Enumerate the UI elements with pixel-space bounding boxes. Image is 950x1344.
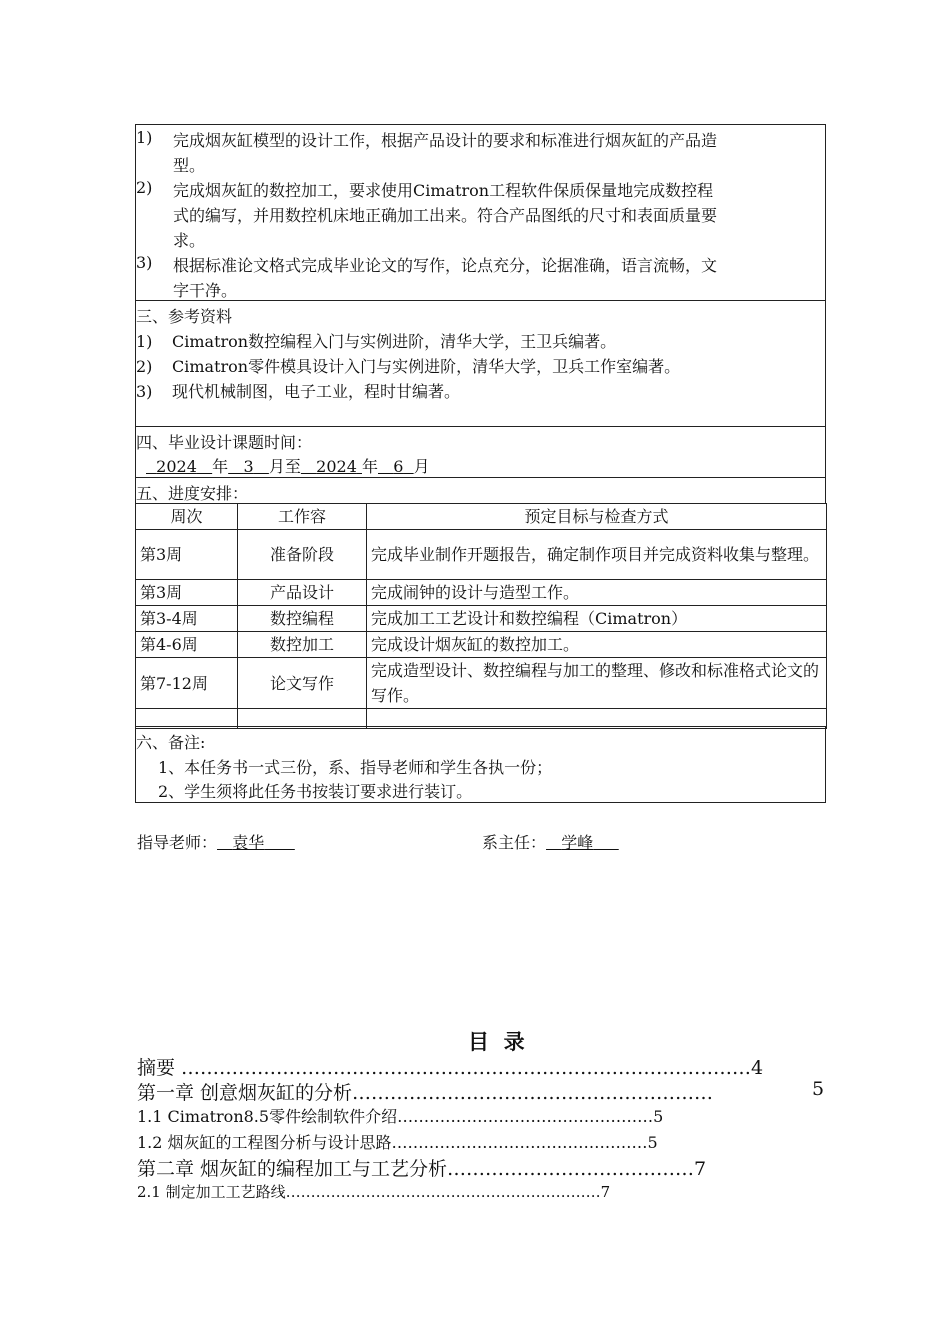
table-row: [136, 632, 827, 658]
schedule-heading-box: [135, 477, 826, 504]
notes-heading: 六、备注:: [136, 733, 206, 752]
toc-title: 目 录: [468, 1029, 525, 1054]
header-work: 工作容: [238, 504, 367, 530]
goal-cell: 完成设计烟灰缸的数控加工。: [367, 632, 827, 658]
requirement-2: 2): [136, 178, 153, 197]
header-goal: 预定目标与检查方式: [367, 504, 827, 530]
references-heading: 三、参考资料: [136, 307, 233, 326]
requirement-3: 3): [136, 253, 153, 272]
requirement-2-line-1: 完成烟灰缸的数控加工，要求使用Cimatron工程软件保质保量地完成数控程: [173, 181, 714, 200]
work-cell: 产品设计: [238, 580, 367, 606]
requirement-3-line-2: 字干净。: [173, 281, 238, 300]
goal-cell: 完成毕业制作开题报告，确定制作项目并完成资料收集与整理。: [367, 530, 827, 580]
note-1: 1、本任务书一式三份，系、指导老师和学生各执一份；: [158, 758, 553, 777]
schedule-table: [135, 503, 827, 729]
goal-cell: 完成加工工艺设计和数控编程（Cimatron）: [367, 606, 827, 632]
toc-entry[interactable]: 第一章 创意烟灰缸的分析…………………………………………………: [137, 1082, 714, 1104]
head-label: 系主任：: [482, 833, 547, 852]
schedule-header-row: [136, 504, 827, 530]
toc-entry[interactable]: 第二章 烟灰缸的编程加工与工艺分析…………………………………7: [137, 1158, 707, 1180]
week-cell: 第7-12周: [136, 658, 238, 709]
time-heading: 四、毕业设计课题时间：: [136, 433, 313, 452]
requirement-2-line-2: 式的编写，并用数控机床地正确加工出来。符合产品图纸的尺寸和表面质量要: [173, 206, 718, 225]
work-cell: 数控加工: [238, 632, 367, 658]
requirement-1-line-2: 型。: [173, 156, 206, 175]
advisor-label: 指导老师：: [137, 833, 218, 852]
advisor-signature: [137, 830, 295, 853]
table-row: [136, 658, 827, 709]
toc-entry[interactable]: 2.1 制定加工工艺路线………………………………………………………7: [137, 1183, 611, 1201]
work-cell: 准备阶段: [238, 530, 367, 580]
references-box: [135, 300, 826, 427]
reference-1: 1) Cimatron数控编程入门与实例进阶，清华大学，王卫兵编著。: [136, 332, 617, 351]
requirement-3-line-1: 根据标准论文格式完成毕业论文的写作，论点充分，论据准确，语言流畅，文: [173, 256, 718, 275]
goal-cell: 完成造型设计、数控编程与加工的整理、修改和标准格式论文的写作。: [367, 658, 827, 709]
toc-entry[interactable]: 摘要 ………………………………………………………………………………4: [137, 1057, 764, 1079]
reference-3: 3) 现代机械制图，电子工业，程时甘编著。: [136, 382, 461, 401]
toc-entry[interactable]: 1.2 烟灰缸的工程图分析与设计思路…………………………………………5: [137, 1133, 658, 1152]
week-cell: 第3周: [136, 530, 238, 580]
note-2: 2、学生须将此任务书按装订要求进行装订。: [158, 782, 473, 801]
toc-entry-page: 5: [812, 1078, 825, 1100]
advisor-name: 袁华: [232, 833, 265, 852]
requirement-1: 1): [136, 128, 153, 147]
table-row: [136, 580, 827, 606]
week-cell: 第3-4周: [136, 606, 238, 632]
work-cell: 数控编程: [238, 606, 367, 632]
requirement-1-line-1: 完成烟灰缸模型的设计工作，根据产品设计的要求和标准进行烟灰缸的产品造: [173, 131, 718, 150]
toc-entry[interactable]: 1.1 Cimatron8.5零件绘制软件介绍…………………………………………5: [137, 1107, 664, 1126]
time-range: 2024 年 3 月至 2024 年 6 月: [156, 457, 430, 476]
header-week: 周次: [136, 504, 238, 530]
reference-2: 2) Cimatron零件模具设计入门与实例进阶，清华大学，卫兵工作室编著。: [136, 357, 681, 376]
time-box: [135, 426, 826, 478]
notes-box: [135, 726, 826, 803]
requirement-2-line-3: 求。: [173, 231, 206, 250]
schedule-heading: 五、进度安排：: [136, 484, 249, 503]
table-row: [136, 530, 827, 580]
head-name: 学峰: [561, 833, 594, 852]
week-cell: 第4-6周: [136, 632, 238, 658]
table-row: [136, 606, 827, 632]
department-head-signature: [482, 830, 619, 853]
work-cell: 论文写作: [238, 658, 367, 709]
goal-cell: 完成闹钟的设计与造型工作。: [367, 580, 827, 606]
week-cell: 第3周: [136, 580, 238, 606]
requirements-box: [135, 124, 826, 301]
